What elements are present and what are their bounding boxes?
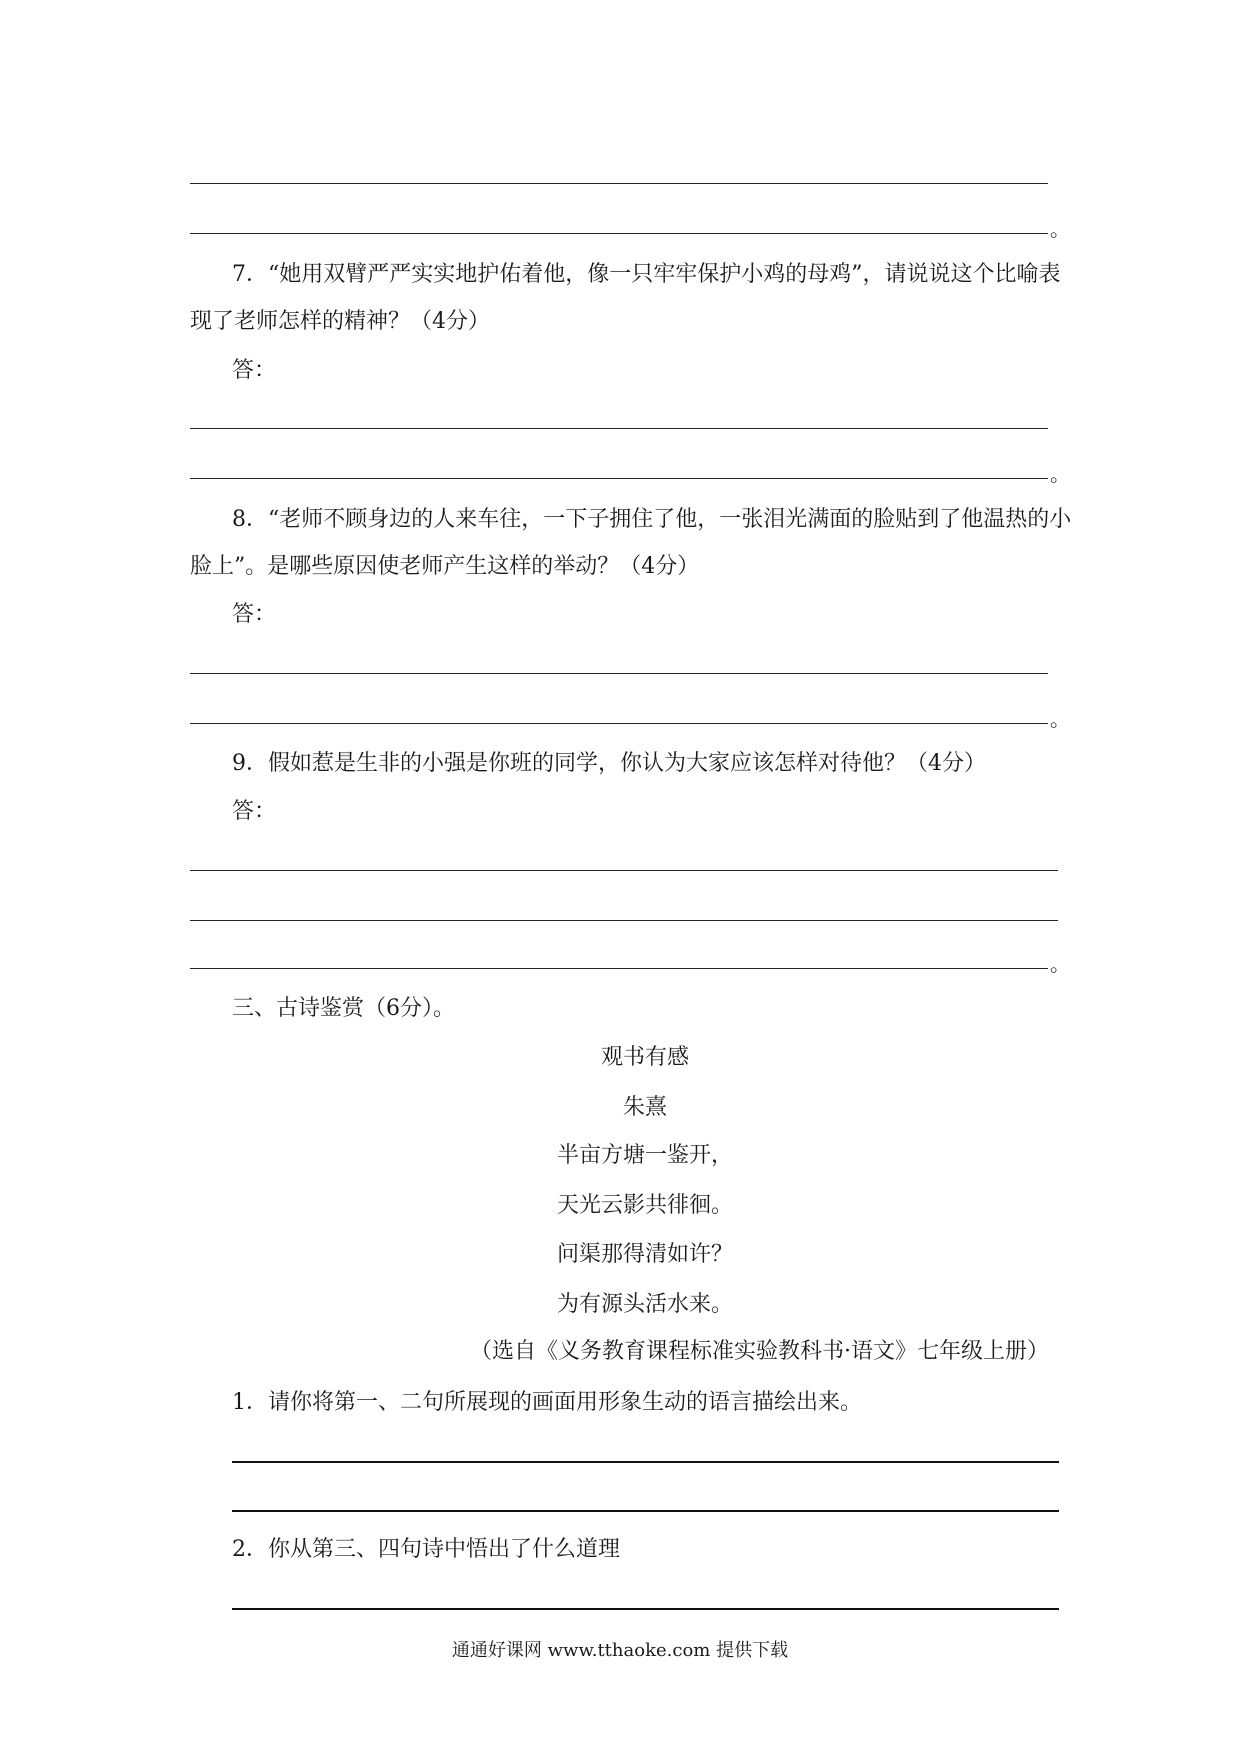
answer-line <box>190 428 1048 429</box>
answer-end-mark: 。 <box>1050 462 1070 486</box>
q8-answer-label: 答： <box>232 602 277 627</box>
answer-line <box>190 233 1048 234</box>
answer-end-mark: 。 <box>1050 217 1070 241</box>
answer-line <box>232 1608 1059 1610</box>
q9-answer-label: 答： <box>232 799 277 824</box>
answer-line <box>190 968 1048 969</box>
q9-line1: 9．假如惹是生非的小强是你班的同学，你认为大家应该怎样对待他？（4分） <box>232 751 986 776</box>
poem-q1: 1．请你将第一、二句所展现的画面用形象生动的语言描绘出来。 <box>232 1390 862 1415</box>
answer-line <box>190 723 1048 724</box>
answer-end-mark: 。 <box>1050 707 1070 731</box>
poem-q2: 2．你从第三、四句诗中悟出了什么道理 <box>232 1537 620 1562</box>
answer-line <box>232 1510 1059 1512</box>
answer-line <box>190 673 1048 674</box>
q7-line1: 7．“她用双臂严严实实地护佑着他，像一只牢牢保护小鸡的母鸡”，请说说这个比喻表 <box>232 262 1061 287</box>
footer-text: 通通好课网 www.tthaoke.com 提供下载 <box>451 1640 789 1661</box>
answer-end-mark: 。 <box>1050 952 1070 976</box>
section-heading: 三、古诗鉴赏（6分）。 <box>232 996 455 1021</box>
answer-line <box>190 870 1058 871</box>
poem-line: 为有源头活水来。 <box>556 1292 733 1317</box>
q7-answer-label: 答： <box>232 358 277 383</box>
answer-line <box>190 478 1048 479</box>
poem-line: 天光云影共徘徊。 <box>556 1193 733 1218</box>
q7-line2: 现了老师怎样的精神？（4分） <box>190 309 490 334</box>
answer-line <box>190 920 1058 921</box>
q8-line1: 8．“老师不顾身边的人来车往，一下子拥住了他，一张泪光满面的脸贴到了他温热的小 <box>232 507 1072 532</box>
answer-line <box>190 183 1048 184</box>
poem-title: 观书有感 <box>600 1045 689 1070</box>
q8-line2: 脸上”。是哪些原因使老师产生这样的举动？（4分） <box>190 554 700 579</box>
poem-line: 问渠那得清如许？ <box>556 1242 733 1267</box>
answer-line <box>232 1461 1059 1463</box>
poem-source: （选自《义务教育课程标准实验教科书·语文》七年级上册） <box>470 1339 1049 1364</box>
poem-author: 朱熹 <box>622 1095 667 1120</box>
poem-line: 半亩方塘一鉴开， <box>556 1143 733 1168</box>
